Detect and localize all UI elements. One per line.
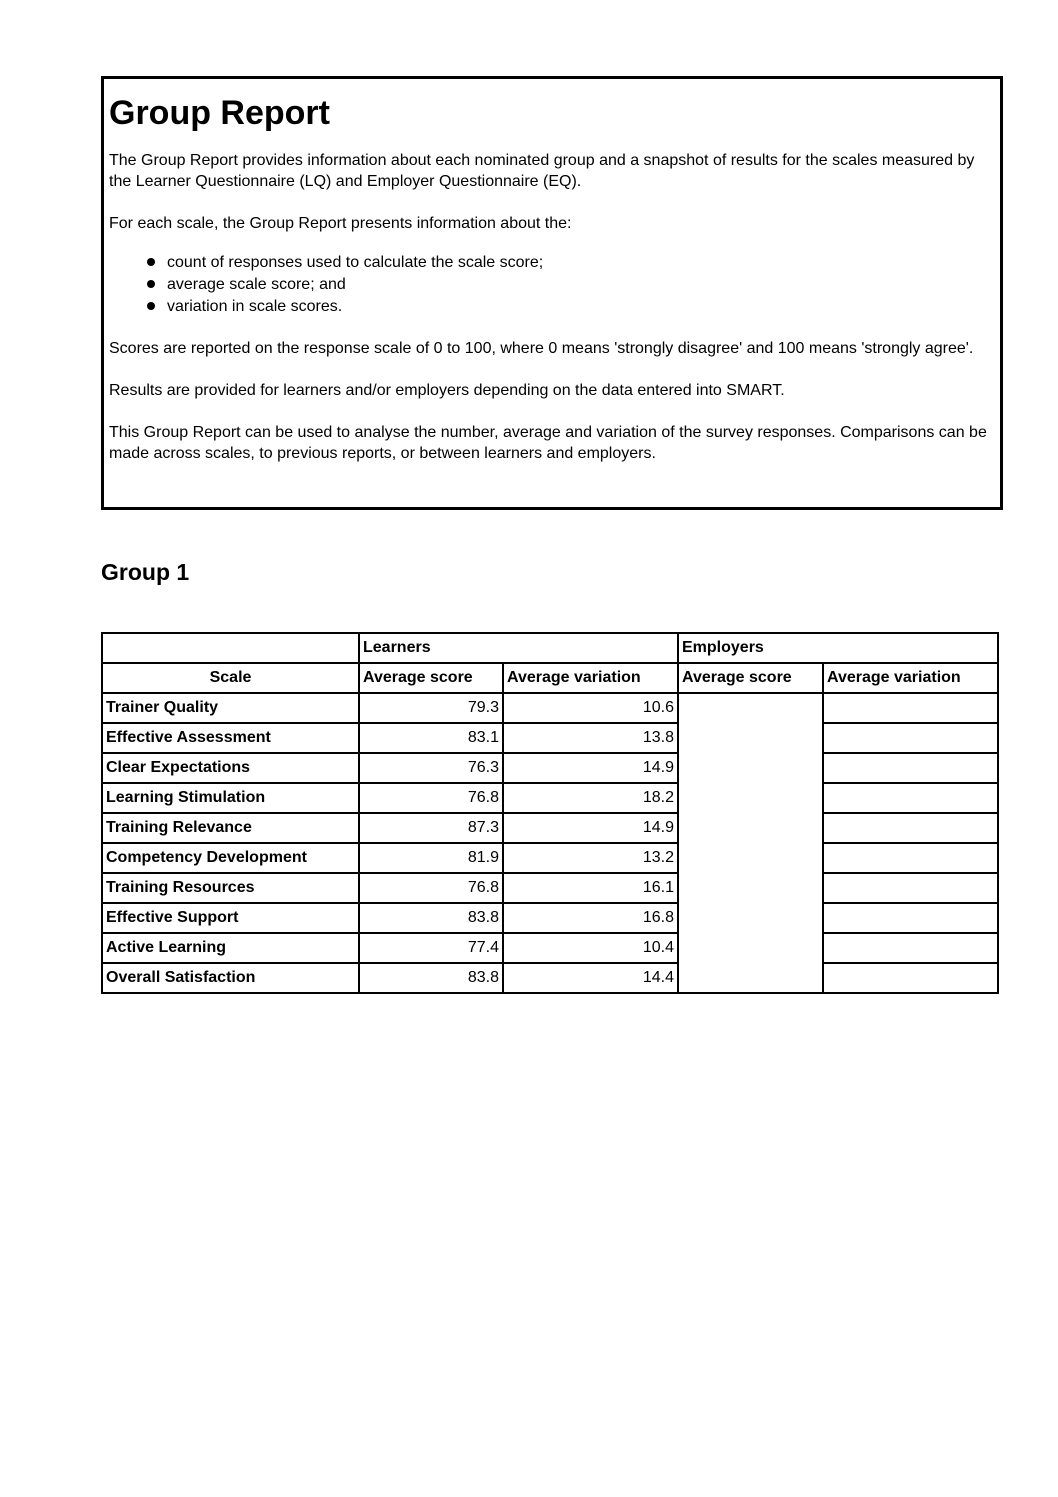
learner-variation-cell: 18.2 (503, 783, 678, 813)
learners-average-score-header: Average score (359, 663, 503, 693)
table-row (102, 693, 998, 723)
employer-variation-cell (823, 873, 998, 903)
list-item-text: average scale score; and (167, 276, 346, 293)
learner-variation-cell: 10.4 (503, 933, 678, 963)
employers-average-score-header: Average score (678, 663, 823, 693)
bullet-icon (147, 280, 155, 288)
intro-paragraph-1: The Group Report provides information about each nominated group and a snapshot of results for the scales measured by the Learner Questionnaire (LQ) and Employer Questionnaire (EQ). (109, 152, 975, 190)
scale-name-cell: Active Learning (102, 933, 359, 963)
table-row (102, 843, 998, 873)
intro-box (101, 76, 1003, 510)
group-heading: Group 1 (101, 559, 190, 585)
employers-header: Employers (678, 633, 998, 663)
table-row (102, 753, 998, 783)
list-item-text: variation in scale scores. (167, 298, 343, 315)
table-body (102, 693, 998, 993)
learner-variation-cell: 16.8 (503, 903, 678, 933)
table-row (102, 933, 998, 963)
employer-variation-cell (823, 963, 998, 993)
scale-name-cell: Clear Expectations (102, 753, 359, 783)
employer-score-cell (678, 693, 823, 993)
learner-variation-cell: 13.2 (503, 843, 678, 873)
learner-score-cell: 83.8 (359, 903, 503, 933)
employers-average-variation-header: Average variation (823, 663, 998, 693)
learner-variation-cell: 14.9 (503, 813, 678, 843)
scale-name-cell: Competency Development (102, 843, 359, 873)
list-item (147, 274, 996, 296)
employer-variation-cell (823, 723, 998, 753)
scale-name-cell: Training Relevance (102, 813, 359, 843)
bullet-icon (147, 302, 155, 310)
employer-variation-cell (823, 933, 998, 963)
learner-score-cell: 76.3 (359, 753, 503, 783)
scale-name-cell: Trainer Quality (102, 693, 359, 723)
learner-score-cell: 83.8 (359, 963, 503, 993)
list-item (147, 252, 996, 274)
learner-score-cell: 83.1 (359, 723, 503, 753)
employer-variation-cell (823, 843, 998, 873)
table-column-header-row (102, 663, 998, 693)
scale-info-list (109, 252, 996, 318)
intro-paragraph-4: Results are provided for learners and/or employers depending on the data entered into SMART. (109, 382, 785, 399)
bullet-icon (147, 258, 155, 266)
learner-variation-cell: 14.9 (503, 753, 678, 783)
list-item (147, 296, 996, 318)
employer-variation-cell (823, 813, 998, 843)
intro-paragraph-5: This Group Report can be used to analyse the number, average and variation of the survey responses. Comparisons can be made across scales, to previous reports, or between learners and employers. (109, 424, 987, 462)
employer-variation-cell (823, 693, 998, 723)
learner-variation-cell: 16.1 (503, 873, 678, 903)
table-row (102, 873, 998, 903)
learner-score-cell: 79.3 (359, 693, 503, 723)
results-table (101, 632, 999, 994)
scale-column-header: Scale (102, 663, 359, 693)
scale-name-cell: Overall Satisfaction (102, 963, 359, 993)
table-row (102, 903, 998, 933)
scale-name-cell: Training Resources (102, 873, 359, 903)
table-row (102, 813, 998, 843)
intro-paragraph-2: For each scale, the Group Report presents information about the: (109, 215, 572, 232)
scale-name-cell: Learning Stimulation (102, 783, 359, 813)
table-group-header-row (102, 633, 998, 663)
learner-variation-cell: 10.6 (503, 693, 678, 723)
learner-score-cell: 87.3 (359, 813, 503, 843)
table-corner-cell (102, 633, 359, 663)
scale-name-cell: Effective Assessment (102, 723, 359, 753)
learners-header: Learners (359, 633, 678, 663)
scale-name-cell: Effective Support (102, 903, 359, 933)
learners-average-variation-header: Average variation (503, 663, 678, 693)
learner-score-cell: 81.9 (359, 843, 503, 873)
employer-variation-cell (823, 903, 998, 933)
list-item-text: count of responses used to calculate the scale score; (167, 254, 544, 271)
learner-variation-cell: 13.8 (503, 723, 678, 753)
table-row (102, 783, 998, 813)
learner-score-cell: 77.4 (359, 933, 503, 963)
learner-variation-cell: 14.4 (503, 963, 678, 993)
table-row (102, 963, 998, 993)
report-title: Group Report (109, 94, 330, 132)
table-row (102, 723, 998, 753)
employer-variation-cell (823, 783, 998, 813)
employer-variation-cell (823, 753, 998, 783)
learner-score-cell: 76.8 (359, 873, 503, 903)
learner-score-cell: 76.8 (359, 783, 503, 813)
intro-paragraph-3: Scores are reported on the response scale of 0 to 100, where 0 means 'strongly disagree' and 100 means 'strongly agree'. (109, 340, 974, 357)
